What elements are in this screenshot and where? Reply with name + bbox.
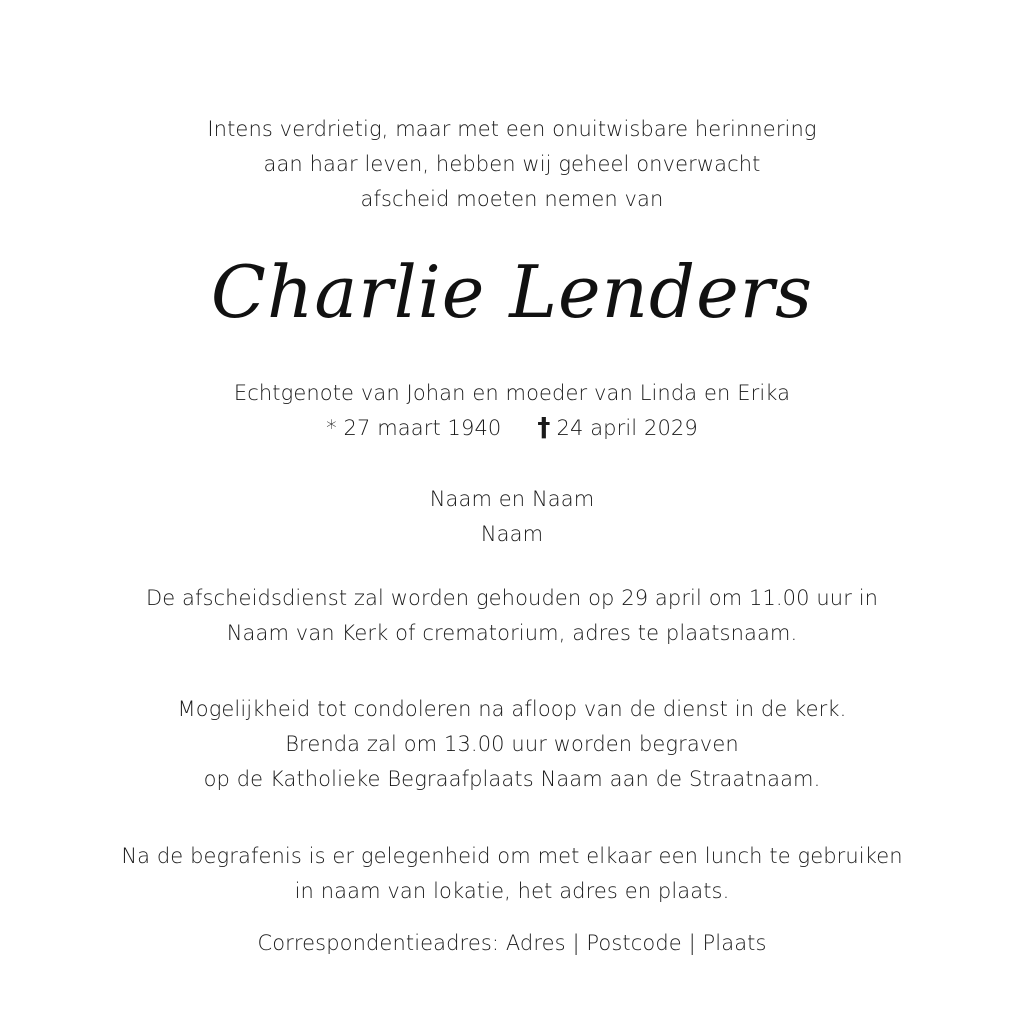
dates-line [0,411,1024,446]
service-details [0,581,1024,651]
death-date: 24 april 2029 [556,416,698,440]
family-line-1: Naam en Naam [429,487,595,511]
family-names [0,482,1024,552]
intro-line-3: afscheid moeten nemen van [360,187,664,211]
family-line-2: Naam [480,522,544,546]
service-line-2: Naam van Kerk of crematorium, adres te plaatsnaam. [226,621,798,645]
lunch-line-1: Na de begrafenis is er gelegenheid om met elkaar een lunch te gebruiken [121,844,903,868]
lunch-details [0,839,1024,909]
correspondence-line: Correspondentieadres: Adres | Postcode | Plaats [257,931,767,955]
intro-line-2: aan haar leven, hebben wij geheel onverwacht [263,152,761,176]
cross-icon: † [537,413,551,443]
condolence-line-3: op de Katholieke Begraafplaats Naam aan de Straatnaam. [203,767,821,791]
intro-line-1: Intens verdrietig, maar met een onuitwisbare herinnering [207,117,817,141]
deceased-name-block [0,242,1024,342]
correspondence-address [0,926,1024,961]
condolence-line-2: Brenda zal om 13.00 uur worden begraven [285,732,739,756]
relation-line: Echtgenote van Johan en moeder van Linda en Erika [233,381,791,405]
birth-date: * 27 maart 1940 [326,416,502,440]
deceased-name: Charlie Lenders [210,250,814,334]
intro-text [0,112,1024,217]
service-line-1: De afscheidsdienst zal worden gehouden op 29 april om 11.00 uur in [145,586,879,610]
condolence-line-1: Mogelijkheid tot condoleren na afloop van de dienst in de kerk. [177,697,847,721]
lunch-line-2: in naam van lokatie, het adres en plaats. [294,879,730,903]
condolence-details [0,692,1024,797]
relation-text [0,376,1024,411]
